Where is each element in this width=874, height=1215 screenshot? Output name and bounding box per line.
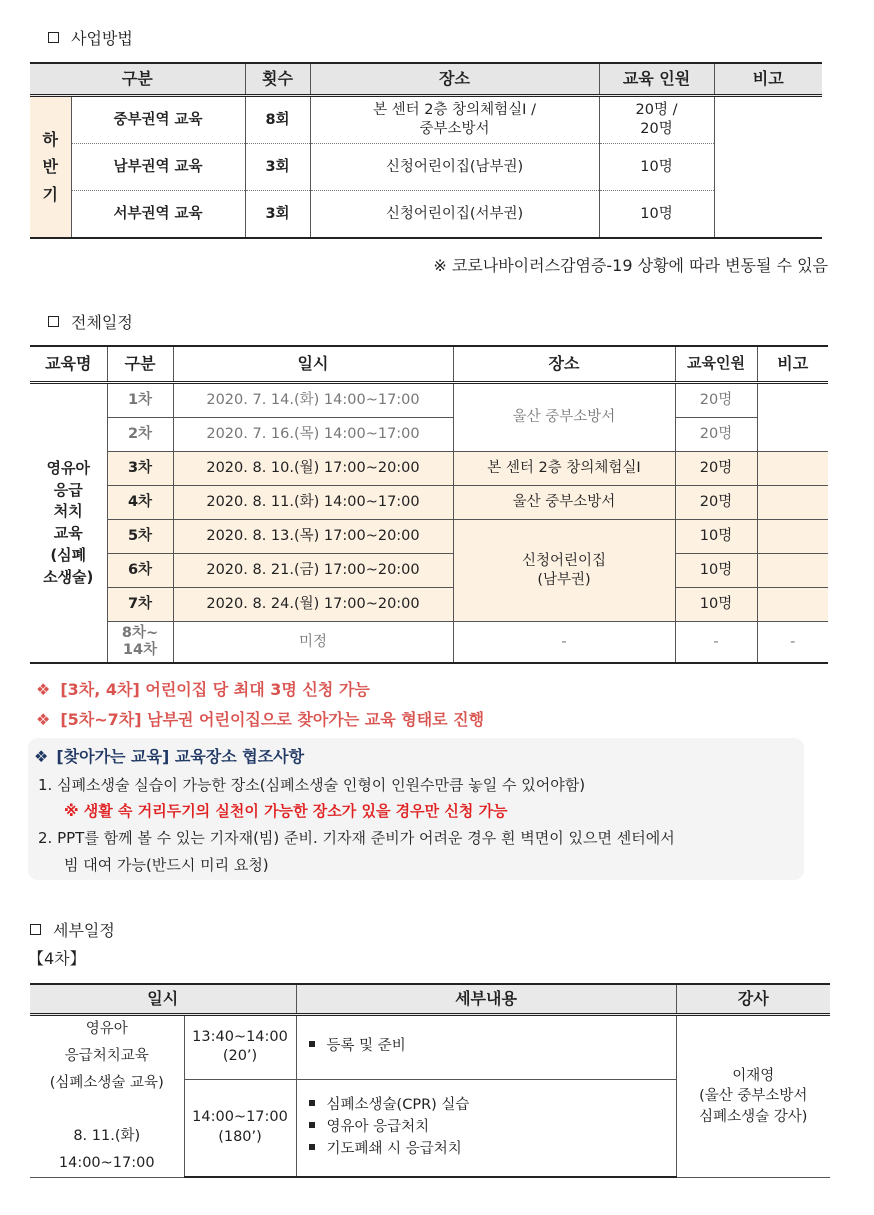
detail-table bbox=[30, 983, 830, 1178]
checkbox-square-icon bbox=[48, 316, 59, 327]
region-place: 본 센터 2층 창의체험실Ⅰ / 중부소방서 bbox=[310, 96, 599, 144]
region-people: 10명 bbox=[599, 191, 714, 239]
round-people: 10명 bbox=[675, 554, 757, 588]
round-label: 4차 bbox=[107, 486, 173, 520]
header-category: 구분 bbox=[30, 63, 245, 96]
round-remark bbox=[757, 486, 828, 520]
covid-note: ※ 코로나바이러스감염증-19 상황에 따라 변동될 수 있음 bbox=[433, 256, 828, 275]
round-remark bbox=[757, 383, 828, 452]
round-people: 10명 bbox=[675, 520, 757, 554]
course-name: 영유아 응급 처치 교육 (심폐 소생술) bbox=[30, 383, 107, 664]
round-remark bbox=[757, 588, 828, 622]
slot-content bbox=[296, 1015, 676, 1080]
content-item: 심폐소생술(CPR) 실습 bbox=[309, 1095, 676, 1117]
header-remark: 비고 bbox=[714, 63, 822, 96]
content-item: 영유아 응급처치 bbox=[309, 1117, 676, 1139]
round-place: - bbox=[453, 622, 675, 664]
round-remark bbox=[757, 554, 828, 588]
section3-title: 세부일정 bbox=[30, 918, 115, 941]
round-people: 10명 bbox=[675, 588, 757, 622]
header-course: 교육명 bbox=[30, 346, 107, 383]
header-count: 횟수 bbox=[245, 63, 310, 96]
header-content: 세부내용 bbox=[296, 984, 676, 1015]
header-round: 구분 bbox=[107, 346, 173, 383]
round-people: 20명 bbox=[675, 418, 757, 452]
round-people: 20명 bbox=[675, 383, 757, 418]
square-bullet-icon bbox=[309, 1144, 315, 1150]
square-bullet-icon bbox=[309, 1122, 315, 1128]
diamond-bullet-icon: ❖ bbox=[34, 747, 49, 766]
round-people: 20명 bbox=[675, 452, 757, 486]
round-remark: - bbox=[757, 622, 828, 664]
header-remark: 비고 bbox=[757, 346, 828, 383]
round-place: 본 센터 2층 창의체험실Ⅰ bbox=[453, 452, 675, 486]
round-date: 미정 bbox=[173, 622, 453, 664]
header-people: 교육인원 bbox=[675, 346, 757, 383]
header-place: 장소 bbox=[310, 63, 599, 96]
round-date: 2020. 8. 24.(월) 17:00~20:00 bbox=[173, 588, 453, 622]
header-date: 일시 bbox=[173, 346, 453, 383]
visit-item-2: 2. PPT를 함께 볼 수 있는 기자재(빔) 준비. 기자재 준비가 어려운 경우 흰 벽면이 있으면 센터에서 bbox=[38, 829, 675, 847]
region-count: 3회 bbox=[245, 144, 310, 191]
round-date: 2020. 8. 13.(목) 17:00~20:00 bbox=[173, 520, 453, 554]
round-label: 6차 bbox=[107, 554, 173, 588]
note-2: ❖ [5차~7차] 남부권 어린이집으로 찾아가는 교육 형태로 진행 bbox=[36, 710, 485, 729]
header-instructor: 강사 bbox=[676, 984, 830, 1015]
round-date: 2020. 8. 21.(금) 17:00~20:00 bbox=[173, 554, 453, 588]
round-date: 2020. 7. 16.(목) 14:00~17:00 bbox=[173, 418, 453, 452]
region-count: 8회 bbox=[245, 96, 310, 144]
instructor: 이재영 (울산 중부소방서 심폐소생술 강사) bbox=[676, 1015, 830, 1178]
round-date: 2020. 8. 11.(화) 14:00~17:00 bbox=[173, 486, 453, 520]
square-bullet-icon bbox=[309, 1100, 315, 1106]
round-date: 2020. 8. 10.(월) 17:00~20:00 bbox=[173, 452, 453, 486]
schedule-table bbox=[30, 345, 828, 664]
region-remark bbox=[714, 96, 822, 239]
content-item: 기도폐쇄 시 응급처치 bbox=[309, 1139, 676, 1161]
round-place: 울산 중부소방서 bbox=[453, 383, 675, 452]
round-place: 울산 중부소방서 bbox=[453, 486, 675, 520]
region-count: 3회 bbox=[245, 191, 310, 239]
round-4-label: 【4차】 bbox=[28, 949, 86, 968]
region-place: 신청어린이집(서부권) bbox=[310, 191, 599, 239]
note-1: ❖ [3차, 4차] 어린이집 당 최대 3명 신청 가능 bbox=[36, 680, 370, 699]
round-date: 2020. 7. 14.(화) 14:00~17:00 bbox=[173, 383, 453, 418]
course-datetime: 영유아 응급처치교육 (심폐소생술 교육) 8. 11.(화) 14:00~17:00 bbox=[30, 1015, 184, 1178]
checkbox-square-icon bbox=[48, 32, 59, 43]
visit-item-1: 1. 심폐소생술 실습이 가능한 장소(심폐소생술 인형이 인원수만큼 놓일 수 있어야함) bbox=[38, 776, 586, 794]
slot-time: 14:00~17:00 (180’) bbox=[184, 1079, 296, 1177]
diamond-bullet-icon: ❖ bbox=[36, 710, 51, 729]
visit-item-2-cont: 빔 대여 가능(반드시 미리 요청) bbox=[64, 856, 269, 874]
header-place: 장소 bbox=[453, 346, 675, 383]
round-label: 5차 bbox=[107, 520, 173, 554]
region-name: 서부권역 교육 bbox=[71, 191, 245, 239]
region-name: 중부권역 교육 bbox=[71, 96, 245, 144]
section2-title: 전체일정 bbox=[48, 310, 133, 333]
round-remark bbox=[757, 452, 828, 486]
region-place: 신청어린이집(남부권) bbox=[310, 144, 599, 191]
round-people: - bbox=[675, 622, 757, 664]
header-datetime: 일시 bbox=[30, 984, 296, 1015]
region-people: 20명 / 20명 bbox=[599, 96, 714, 144]
slot-content bbox=[296, 1079, 676, 1177]
content-item: 등록 및 준비 bbox=[309, 1036, 676, 1058]
diamond-bullet-icon: ❖ bbox=[36, 680, 51, 699]
slot-time: 13:40~14:00 (20’) bbox=[184, 1015, 296, 1080]
visit-education-box bbox=[28, 738, 804, 880]
square-bullet-icon bbox=[309, 1041, 315, 1047]
region-people: 10명 bbox=[599, 144, 714, 191]
round-remark bbox=[757, 520, 828, 554]
region-name: 남부권역 교육 bbox=[71, 144, 245, 191]
method-table bbox=[30, 62, 822, 239]
half-year-label: 하 반 기 bbox=[30, 96, 71, 239]
visit-item-1-warning: ※ 생활 속 거리두기의 실천이 가능한 장소가 있을 경우만 신청 가능 bbox=[64, 802, 508, 820]
visit-box-heading: ❖ [찾아가는 교육] 교육장소 협조사항 bbox=[34, 747, 305, 766]
round-label: 2차 bbox=[107, 418, 173, 452]
round-people: 20명 bbox=[675, 486, 757, 520]
round-place: 신청어린이집 (남부권) bbox=[453, 520, 675, 622]
round-label: 8차~ 14차 bbox=[107, 622, 173, 664]
checkbox-square-icon bbox=[30, 924, 41, 935]
round-label: 7차 bbox=[107, 588, 173, 622]
header-people: 교육 인원 bbox=[599, 63, 714, 96]
section1-title: 사업방법 bbox=[48, 26, 133, 49]
round-label: 3차 bbox=[107, 452, 173, 486]
round-label: 1차 bbox=[107, 383, 173, 418]
